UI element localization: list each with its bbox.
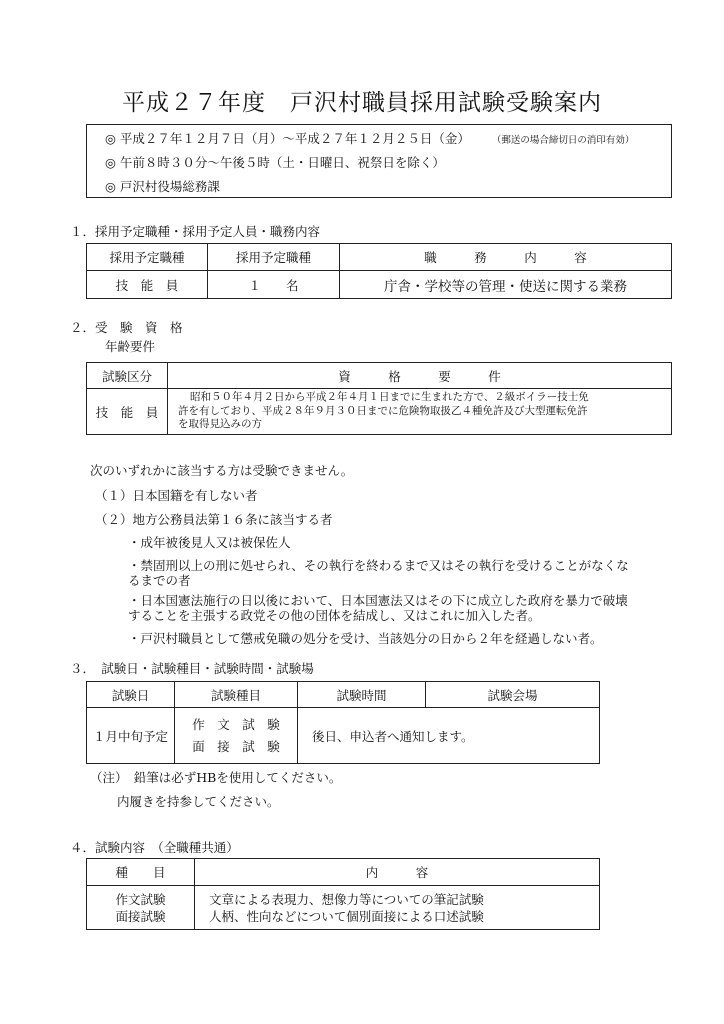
table-header-row xyxy=(87,859,600,886)
exam-name-interview: 面接試験 xyxy=(115,908,166,924)
table-row xyxy=(87,389,672,435)
exam-content-table xyxy=(86,858,600,930)
reception-place: ◎ 戸沢村役場総務課 xyxy=(105,179,220,194)
header-cell: 種 目 xyxy=(87,859,195,886)
header-cell: 採用予定職種 xyxy=(208,244,340,271)
disqualification-sub-2a: ・禁固刑以上の刑に処せられ、その執行を終わるまで又はその執行を受けることがなくな xyxy=(128,558,629,573)
section-4-heading: ４．試験内容 （全職種共通） xyxy=(70,840,239,855)
table-header-row xyxy=(87,682,600,708)
qualification-cell xyxy=(168,389,672,435)
header-cell: 試験区分 xyxy=(87,363,168,389)
age-requirement-label: 年齢要件 xyxy=(105,339,156,354)
table-header-row xyxy=(87,244,672,271)
exam-type-essay: 作 文 試 験 xyxy=(192,716,280,732)
qualification-line-1: 昭和５０年４月２日から平成２年４月１日までに生まれた方で、２級ボイラー技士免 xyxy=(190,391,589,404)
qualification-line-3: を取得見込みの方 xyxy=(178,418,262,431)
header-cell: 試験種目 xyxy=(175,682,298,708)
header-cell: 内 容 xyxy=(195,859,600,886)
exam-date-cell: １月中旬予定 xyxy=(87,708,175,764)
disqualification-item-1: （１）日本国籍を有しない者 xyxy=(95,488,258,503)
exam-name-essay: 作文試験 xyxy=(115,891,166,907)
postmark-note: （郵送の場合締切日の消印有効） xyxy=(491,135,635,146)
disqualification-item-2: （２）地方公務員法第１６条に該当する者 xyxy=(95,512,333,527)
application-period-text: ◎ 平成２７年１２月７日（月）～平成２７年１２月２５日（金） xyxy=(105,131,470,146)
header-cell: 試験会場 xyxy=(426,682,600,708)
disqualification-sub-4: ・戸沢村職員として懲戒免職の処分を受け、当該処分の日から２年を経過しない者。 xyxy=(128,631,603,646)
job-type-cell: 技 能 員 xyxy=(87,271,208,299)
table-row xyxy=(87,886,600,930)
header-cell: 試験日 xyxy=(87,682,175,708)
section-3-heading: ３． 試験日・試験種目・試験時間・試験場 xyxy=(70,661,314,676)
qualification-line-2: 許を有しており、平成２８年９月３０日までに危険物取扱乙４種免許及び大型運転免許 xyxy=(178,404,588,417)
table-header-row xyxy=(87,363,672,389)
exam-notice-cell: 後日、申込者へ通知します。 xyxy=(298,708,600,764)
pencil-note: （注） 鉛筆は必ずHBを使用してください。 xyxy=(90,770,342,785)
section-1-heading: １．採用予定職種・採用予定人員・職務内容 xyxy=(70,224,321,239)
exam-desc-essay: 文章による表現力、想像力等についての筆記試験 xyxy=(209,891,484,907)
section-2-heading: ２．受 験 資 格 xyxy=(70,320,183,335)
disqualification-sub-3b: することを主張する政党その他の団体を結成し、又はこれに加入した者。 xyxy=(128,608,541,623)
disqualification-intro: 次のいずれかに該当する方は受験できません。 xyxy=(90,463,354,478)
header-cell: 採用予定職種 xyxy=(87,244,208,271)
exam-type-cell xyxy=(175,708,298,764)
headcount-cell: １ 名 xyxy=(208,271,340,299)
disqualification-sub-1: ・成年被後見人又は被保佐人 xyxy=(128,535,291,550)
qualification-table xyxy=(86,362,672,435)
shoes-note: 内履きを持参してください。 xyxy=(117,794,280,809)
application-period xyxy=(105,129,634,147)
table-row xyxy=(87,271,672,299)
page-title: 平成２７年度 戸沢村職員採用試験受験案内 xyxy=(122,90,602,116)
table-row xyxy=(87,708,600,764)
exam-description-cell xyxy=(195,886,600,930)
reception-hours: ◎ 午前８時３０分～午後５時（土・日曜日、祝祭日を除く） xyxy=(105,155,445,170)
header-cell: 職 務 内 容 xyxy=(340,244,672,271)
duties-cell: 庁舎・学校等の管理・使送に関する業務 xyxy=(340,271,672,299)
header-cell: 試験時間 xyxy=(298,682,426,708)
header-cell: 資 格 要 件 xyxy=(168,363,672,389)
exam-schedule-table xyxy=(86,681,600,764)
recruitment-table xyxy=(86,243,672,299)
exam-category-cell: 技 能 員 xyxy=(87,389,168,435)
disqualification-sub-3a: ・日本国憲法施行の日以後において、日本国憲法又はその下に成立した政府を暴力で破壊 xyxy=(128,593,628,608)
exam-type-interview: 面 接 試 験 xyxy=(192,738,280,754)
disqualification-sub-2b: るまでの者 xyxy=(128,573,191,588)
exam-name-cell xyxy=(87,886,195,930)
exam-desc-interview: 人柄、性向などについて個別面接による口述試験 xyxy=(209,908,484,924)
